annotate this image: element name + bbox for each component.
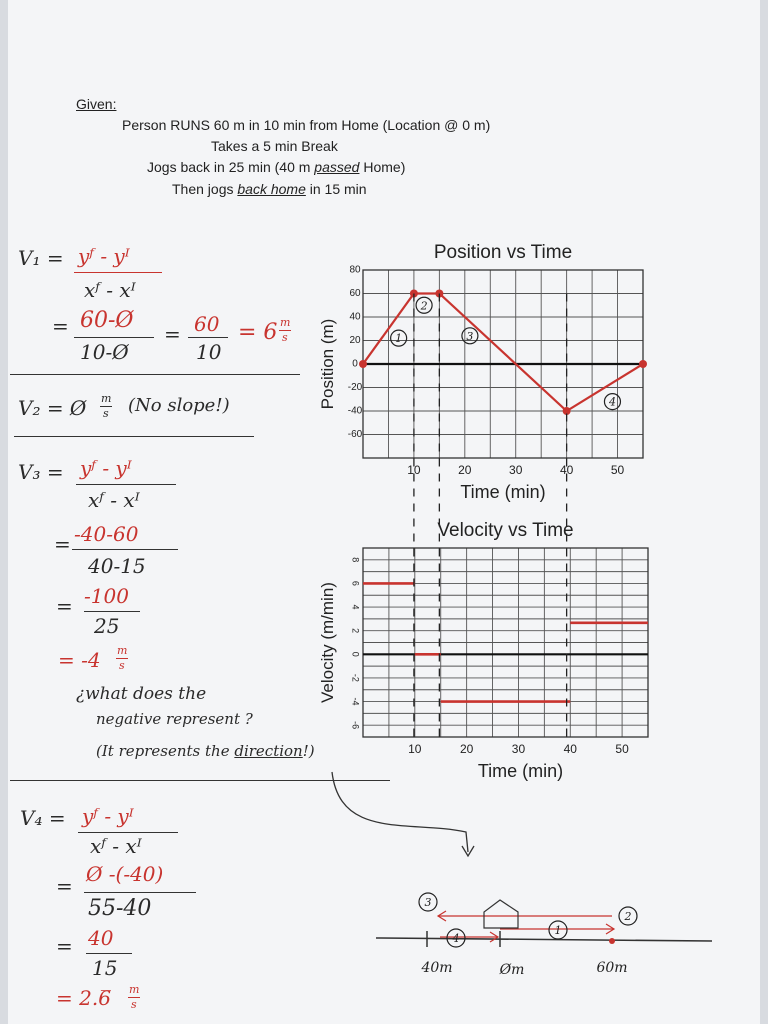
y-tick-label: -4 — [350, 697, 361, 706]
v3-sub-denominator: 40-15 — [88, 554, 146, 578]
given-heading: Given: — [76, 96, 117, 112]
number-line-label: 60m — [596, 960, 628, 976]
v1-formula-denominator: xᶠ - xᴵ — [84, 278, 136, 302]
chart-title: Velocity vs Time — [437, 520, 574, 541]
v2-result: V₂ = Ø — [18, 396, 87, 420]
leg-circle-label: 2 — [624, 910, 632, 923]
y-tick-label: 60 — [349, 288, 361, 300]
y-axis-label: Velocity (m/min) — [318, 582, 337, 703]
v4-result: = 2.6̅ — [56, 986, 111, 1010]
v2-unit-s: s — [103, 407, 109, 420]
v1-label: V₁ = — [18, 246, 64, 270]
v1-sub-denominator: 10-Ø — [80, 340, 129, 364]
v4-label: V₄ = — [20, 806, 66, 830]
y-tick-label: 40 — [349, 311, 361, 323]
segment-label-text: 2 — [420, 299, 428, 313]
question-line-2: negative represent ? — [96, 710, 253, 728]
y-tick-label: -60 — [347, 429, 363, 441]
v2-note: (No slope!) — [128, 395, 230, 416]
v3-eq-sign: = — [54, 532, 71, 556]
v3-sub-numerator: -40-60 — [74, 522, 139, 546]
v1-sub-numerator: 60-Ø — [80, 308, 134, 333]
v2-unit-m: m — [101, 392, 112, 405]
leg-circle-label: 3 — [424, 896, 432, 909]
v1-eq-sign-2: = — [164, 322, 181, 346]
v3-unit-m: m — [117, 644, 128, 657]
y-tick-label: 80 — [349, 264, 361, 276]
segment-label-text: 1 — [395, 332, 403, 346]
v3-frac-numerator: -100 — [84, 584, 129, 608]
v3-result: = -4 — [58, 648, 101, 672]
position-data-point — [639, 360, 647, 368]
y-axis-label: Position (m) — [318, 318, 337, 410]
x-tick-label: 30 — [511, 742, 526, 756]
v1-formula-numerator: yᶠ - yᴵ — [78, 244, 130, 268]
v4-formula-numerator: yᶠ - yᴵ — [82, 804, 134, 828]
v4-frac-numerator: 40 — [88, 926, 114, 950]
given-line-4: Then jogs back home in 15 min — [172, 181, 367, 197]
v1-frac-denominator: 10 — [196, 340, 222, 364]
v4-eq-sign-2: = — [56, 934, 73, 958]
v1-eq-sign: = — [52, 314, 69, 338]
v4-sub-denominator: 55-40 — [88, 896, 152, 921]
v4-sub-numerator: Ø -(-40) — [86, 862, 164, 886]
v3-formula-numerator: yᶠ - yᴵ — [80, 456, 132, 480]
y-tick-label: -20 — [347, 382, 363, 394]
segment-label-text: 3 — [466, 329, 474, 343]
y-tick-label: -6 — [350, 721, 361, 730]
x-tick-label: 10 — [408, 742, 422, 756]
y-tick-label: 8 — [350, 557, 361, 563]
y-tick-label: -40 — [347, 405, 363, 417]
v4-eq-sign: = — [56, 874, 73, 898]
v3-unit-s: s — [119, 659, 125, 672]
v4-unit-m: m — [129, 983, 140, 996]
v4-unit-s: s — [131, 998, 137, 1011]
v1-frac-numerator: 60 — [194, 312, 220, 336]
v1-result: = 6 — [238, 320, 278, 345]
leg-circle-label: 4 — [452, 932, 460, 945]
x-tick-label: 40 — [563, 742, 577, 756]
y-tick-label: 2 — [350, 628, 361, 634]
segment-label-text: 4 — [608, 395, 616, 409]
v3-formula-denominator: xᶠ - xᴵ — [88, 488, 140, 512]
y-tick-label: 20 — [349, 335, 361, 347]
v4-formula-denominator: xᶠ - xᴵ — [90, 834, 142, 858]
number-line-label: Øm — [499, 962, 525, 978]
x-axis-label: Time (min) — [477, 761, 564, 781]
position-series-line — [363, 294, 643, 412]
x-tick-label: 20 — [458, 463, 472, 477]
number-line-diagram — [376, 893, 712, 978]
x-tick-label: 50 — [610, 463, 625, 477]
x-tick-label: 40 — [559, 463, 574, 477]
position-vs-time-chart — [318, 242, 647, 502]
x-tick-label: 50 — [615, 742, 629, 756]
v1-unit-m: m — [280, 316, 291, 329]
y-tick-label: -2 — [350, 673, 361, 682]
question-line-1: ¿what does the — [76, 684, 207, 704]
given-line-3: Jogs back in 25 min (40 m passed Home) — [147, 159, 406, 175]
point-60m — [609, 938, 615, 944]
home-house-icon — [484, 900, 518, 928]
leg-circle-label: 1 — [554, 924, 562, 937]
x-axis-label: Time (min) — [460, 482, 546, 502]
y-tick-label: 0 — [350, 651, 361, 657]
x-tick-label: 20 — [459, 742, 474, 756]
question-line-3: (It represents the direction!) — [96, 742, 315, 760]
position-data-point — [359, 360, 367, 368]
y-tick-label: 4 — [350, 604, 361, 610]
velocity-vs-time-chart — [318, 520, 648, 781]
y-tick-label: 6 — [350, 580, 361, 586]
v4-frac-denominator: 15 — [92, 956, 118, 980]
x-tick-label: 10 — [407, 463, 421, 477]
chart-title: Position vs Time — [433, 242, 573, 263]
y-tick-label: 0 — [352, 358, 358, 370]
number-line-label: 40m — [421, 960, 453, 976]
given-line-2: Takes a 5 min Break — [211, 138, 338, 154]
v1-unit-s: s — [282, 331, 288, 344]
pointer-arrow-curve — [332, 772, 468, 852]
x-tick-label: 30 — [509, 463, 523, 477]
v3-frac-denominator: 25 — [94, 614, 120, 638]
v3-eq-sign-2: = — [56, 594, 73, 618]
given-line-1: Person RUNS 60 m in 10 min from Home (Location @ 0 m) — [122, 117, 491, 133]
v3-label: V₃ = — [18, 460, 64, 484]
